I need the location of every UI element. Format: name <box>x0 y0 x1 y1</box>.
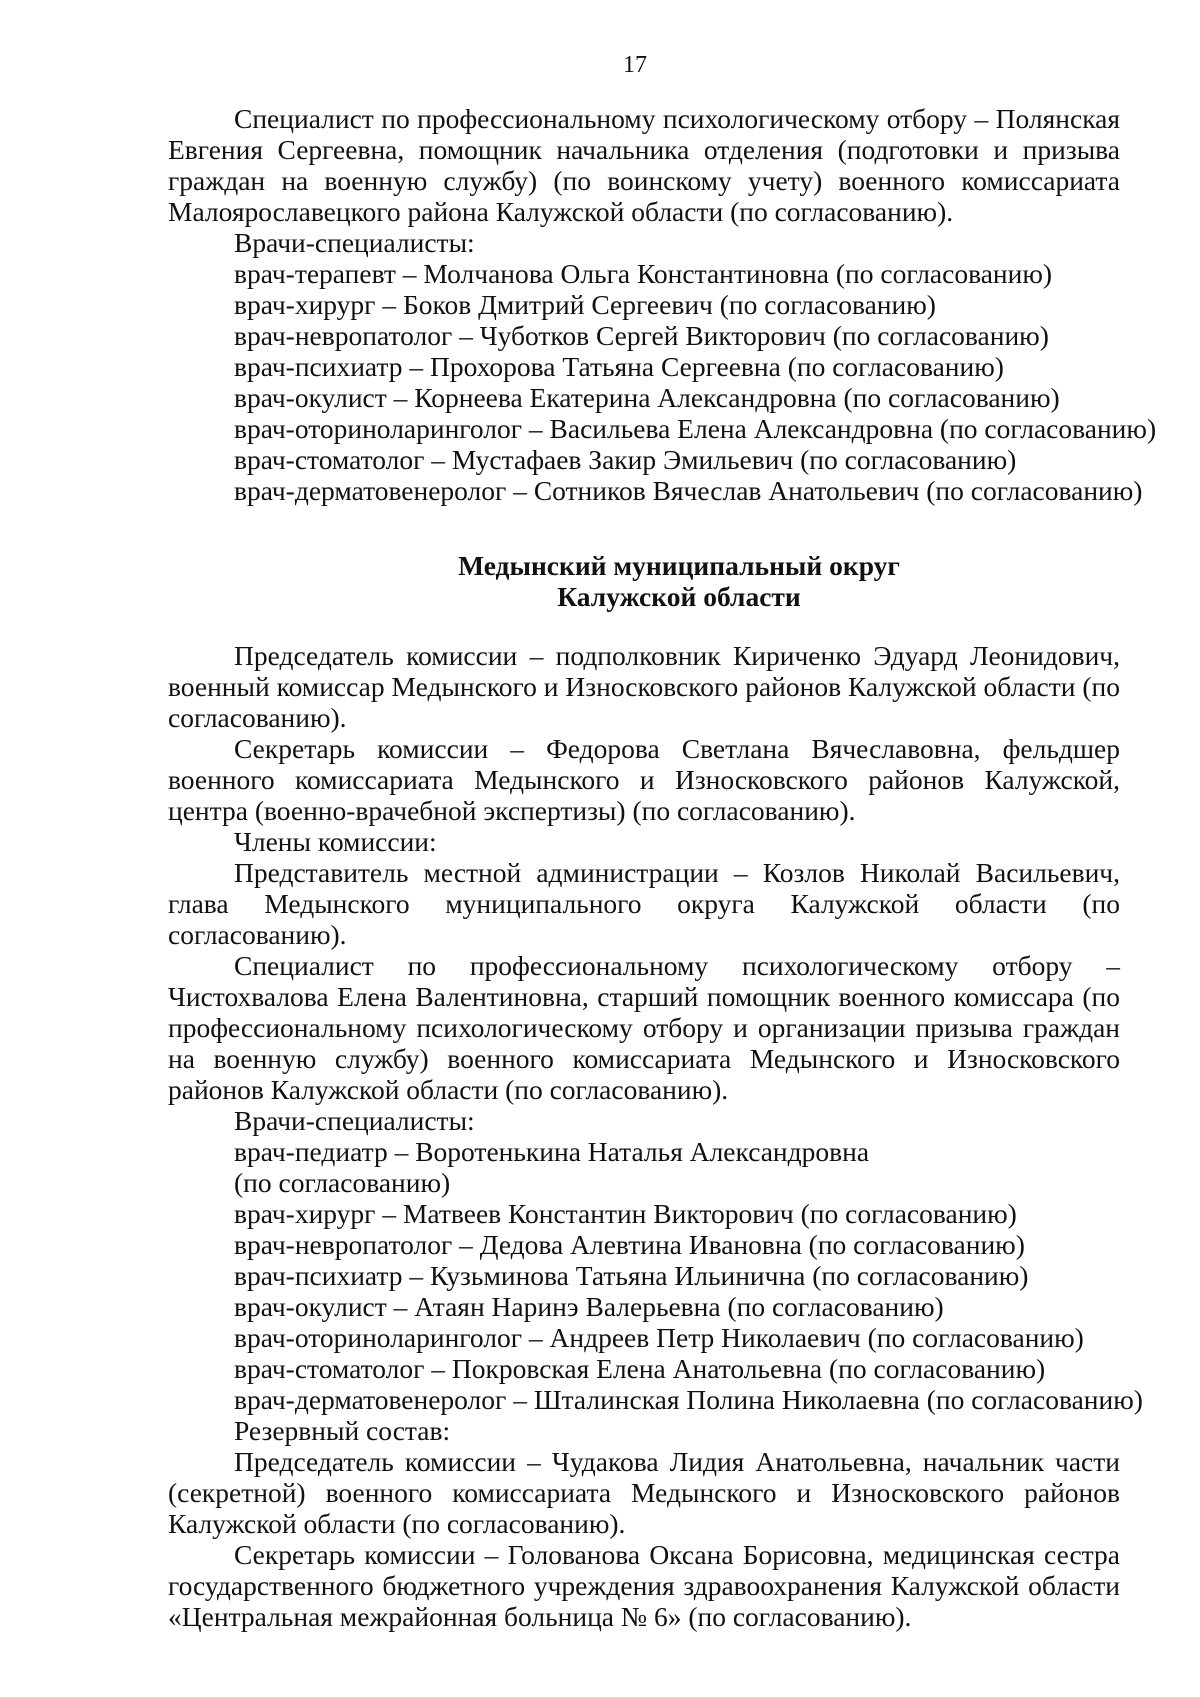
admin-rep-paragraph: Представитель местной администрации – Козлов Николай Васильевич, глава Медынского муниципального округа Калужской области (по согласованию). <box>168 857 1120 950</box>
doctor-line: врач-оториноларинголог – Васильева Елена Александровна (по согласованию) <box>234 413 1157 444</box>
doctor-line: врач-невропатолог – Чуботков Сергей Викторович (по согласованию) <box>234 320 1049 351</box>
reserve-secretary-paragraph: Секретарь комиссии – Голованова Оксана Борисовна, медицинская сестра государственного бюджетного учреждения здравоохранения Калужской области «Центральная межрайонная больница № 6» (по согласованию). <box>168 1539 1120 1632</box>
section-body <box>168 640 1143 1632</box>
page-number: 17 <box>623 52 647 78</box>
reserve-chairman-paragraph: Председатель комиссии – Чудакова Лидия Анатольевна, начальник части (секретной) военного комиссариата Медынского и Износковского районов Калужской области (по согласованию). <box>168 1446 1120 1539</box>
doctor-line: врач-психиатр – Прохорова Татьяна Сергеевна (по согласованию) <box>234 351 1004 382</box>
top-block <box>168 103 1157 506</box>
doctor-line: врач-стоматолог – Мустафаев Закир Эмильевич (по согласованию) <box>234 444 1017 475</box>
doctor-line: врач-педиатр – Воротенькина Наталья Александровна <box>234 1136 870 1167</box>
specialist-paragraph: Специалист по профессиональному психологическому отбору – Полянская Евгения Сергеевна, помощник начальника отделения (подготовки и призыва граждан на военную службу) (по воинскому учету) военного комиссариата Малоярославецкого района Калужской области (по согласованию). <box>168 103 1120 227</box>
doctor-line: (по согласованию) <box>234 1167 451 1198</box>
doctor-line: врач-стоматолог – Покровская Елена Анатольевна (по согласованию) <box>234 1353 1046 1384</box>
doctors-label: Врачи-специалисты: <box>234 1105 475 1136</box>
section-heading-line2: Калужской области <box>557 581 801 612</box>
doctor-line: врач-дерматовенеролог – Сотников Вячеслав Анатольевич (по согласованию) <box>234 475 1143 506</box>
doctor-line: врач-окулист – Корнеева Екатерина Александровна (по согласованию) <box>234 382 1060 413</box>
doctor-line: врач-хирург – Матвеев Константин Викторович (по согласованию) <box>234 1198 1017 1229</box>
doctor-line: врач-терапевт – Молчанова Ольга Константиновна (по согласованию) <box>234 258 1053 289</box>
doctors-label: Врачи-специалисты: <box>234 227 475 258</box>
doctor-line: врач-окулист – Атаян Наринэ Валерьевна (по согласованию) <box>234 1291 944 1322</box>
doctor-line: врач-оториноларинголог – Андреев Петр Николаевич (по согласованию) <box>234 1322 1084 1353</box>
chairman-paragraph: Председатель комиссии – подполковник Кириченко Эдуард Леонидович, военный комиссар Медынского и Износковского районов Калужской области (по согласованию). <box>168 640 1120 733</box>
doctor-line: врач-дерматовенеролог – Шталинская Полина Николаевна (по согласованию) <box>234 1384 1143 1415</box>
doctor-line: врач-хирург – Боков Дмитрий Сергеевич (по согласованию) <box>234 289 936 320</box>
secretary-paragraph: Секретарь комиссии – Федорова Светлана Вячеславовна, фельдшер военного комиссариата Медынского и Износковского районов Калужской, центра (военно-врачебной экспертизы) (по согласованию). <box>168 733 1120 826</box>
reserve-label: Резервный состав: <box>234 1415 451 1446</box>
doctor-line: врач-психиатр – Кузьминова Татьяна Ильинична (по согласованию) <box>234 1260 1029 1291</box>
members-label: Члены комиссии: <box>234 826 437 857</box>
specialist-paragraph: Специалист по профессиональному психологическому отбору – Чистохвалова Елена Валентиновна, старший помощник военного комиссара (по профессиональному психологическому отбору и организации призыва граждан на военную службу) военного комиссариата Медынского и Износковского районов Калужской области (по согласованию). <box>168 950 1120 1105</box>
section-heading-line1: Медынский муниципальный округ <box>458 550 900 581</box>
section-heading <box>168 550 1120 612</box>
doctor-line: врач-невропатолог – Дедова Алевтина Ивановна (по согласованию) <box>234 1229 1025 1260</box>
